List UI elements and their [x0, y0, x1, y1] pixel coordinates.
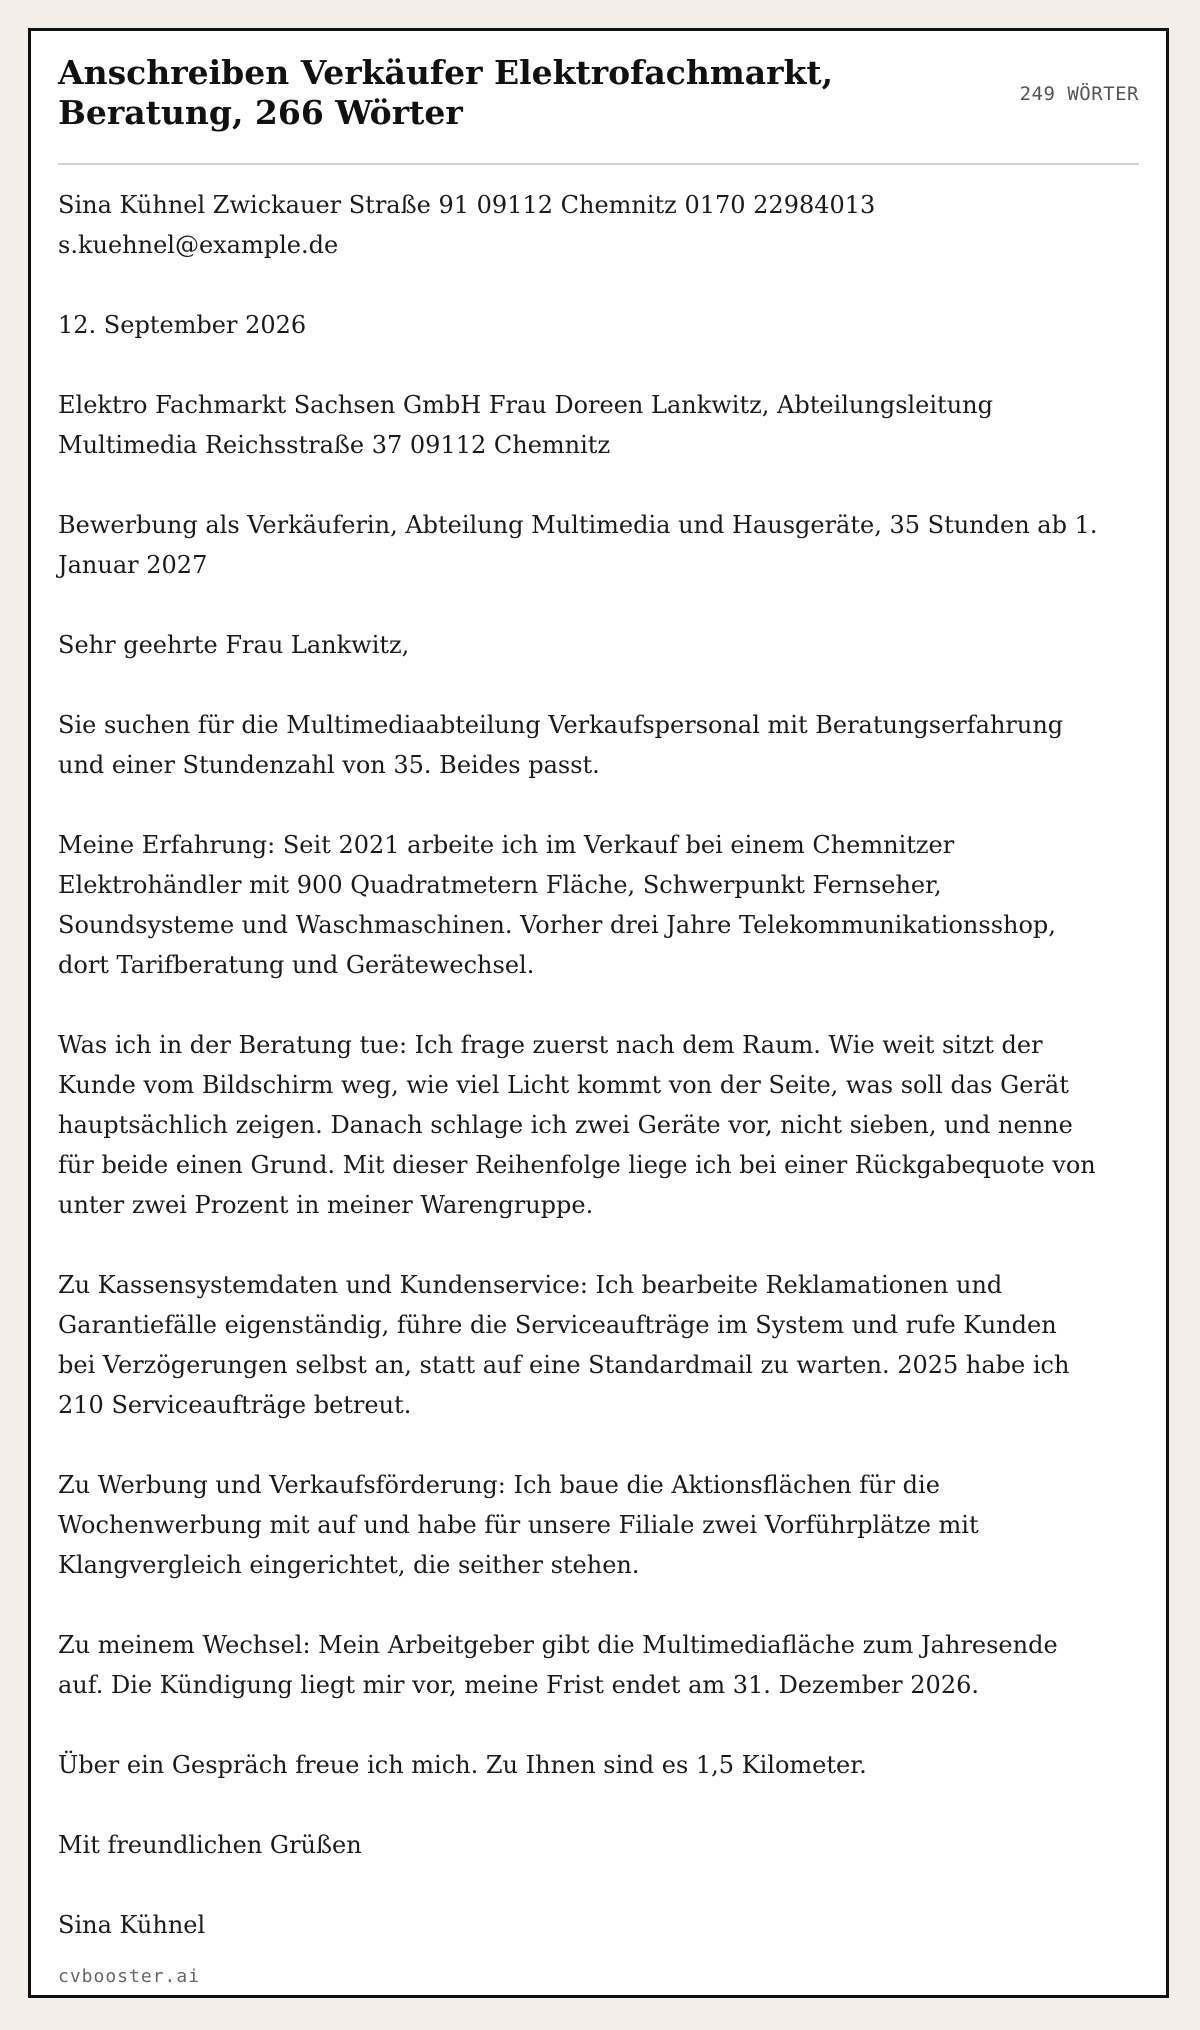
letter-date: 12. September 2026 — [58, 311, 307, 339]
sender-address: Sina Kühnel Zwickauer Straße 91 09112 Chemnitz 0170 22984013 s.kuehnel@example.de — [58, 191, 876, 259]
document-title: Anschreiben Verkäufer Elektrofachmarkt, Beratung, 266 Wörter — [58, 53, 834, 132]
signature: Sina Kühnel — [58, 1911, 206, 1939]
closing: Mit freundlichen Grüßen — [58, 1831, 362, 1859]
paragraph-promotion: Zu Werbung und Verkaufsförderung: Ich baue die Aktionsflächen für die Wochenwerbung mit auf und habe für unsere Filiale zwei Vorführplätze mit Klangvergleich eingerichtet, die seither stehen. — [58, 1471, 979, 1579]
document-header — [58, 53, 1139, 187]
paragraph-consulting: Was ich in der Beratung tue: Ich frage zuerst nach dem Raum. Wie weit sitzt der Kunde vom Bildschirm weg, wie viel Licht kommt von der Seite, was soll das Gerät hauptsächlich zeigen. Danach schlage ich zwei Geräte vor, nicht sieben, und nenne für beide einen Grund. Mit dieser Reihenfolge liege ich bei einer Rückgabequote von unter zwei Prozent in meiner Warengruppe. — [58, 1031, 1096, 1219]
salutation: Sehr geehrte Frau Lankwitz, — [58, 631, 410, 659]
paragraph-closing-remark: Über ein Gespräch freue ich mich. Zu Ihnen sind es 1,5 Kilometer. — [58, 1751, 867, 1779]
header-divider — [58, 163, 1139, 165]
subject-line: Bewerbung als Verkäuferin, Abteilung Multimedia und Hausgeräte, 35 Stunden ab 1. Januar 2027 — [58, 511, 1098, 579]
paragraph-experience: Meine Erfahrung: Seit 2021 arbeite ich im Verkauf bei einem Chemnitzer Elektrohändler mit 900 Quadratmetern Fläche, Schwerpunkt Fernseher, Soundsysteme und Waschmaschinen. Vorher drei Jahre Telekommunikationsshop, dort Tarifberatung und Gerätewechsel. — [58, 831, 1056, 979]
word-count-badge: 249 WÖRTER — [1019, 83, 1139, 105]
document-card — [28, 28, 1169, 1998]
paragraph-service: Zu Kassensystemdaten und Kundenservice: Ich bearbeite Reklamationen und Garantiefälle eigenständig, führe die Serviceaufträge im System und rufe Kunden bei Verzögerungen selbst an, statt auf eine Standardmail zu warten. 2025 habe ich 210 Serviceaufträge betreut. — [58, 1271, 1070, 1419]
paragraph-intro: Sie suchen für die Multimediaabteilung Verkaufspersonal mit Beratungserfahrung und einer Stundenzahl von 35. Beides passt. — [58, 711, 1064, 779]
letter-body — [58, 185, 1098, 1985]
recipient-address: Elektro Fachmarkt Sachsen GmbH Frau Doreen Lankwitz, Abteilungsleitung Multimedia Reichsstraße 37 09112 Chemnitz — [58, 391, 993, 459]
paragraph-change: Zu meinem Wechsel: Mein Arbeitgeber gibt die Multimediafläche zum Jahresende auf. Die Kündigung liegt mir vor, meine Frist endet am 31. Dezember 2026. — [58, 1631, 1058, 1699]
brand-footer: cvbooster.ai — [58, 1966, 201, 1987]
